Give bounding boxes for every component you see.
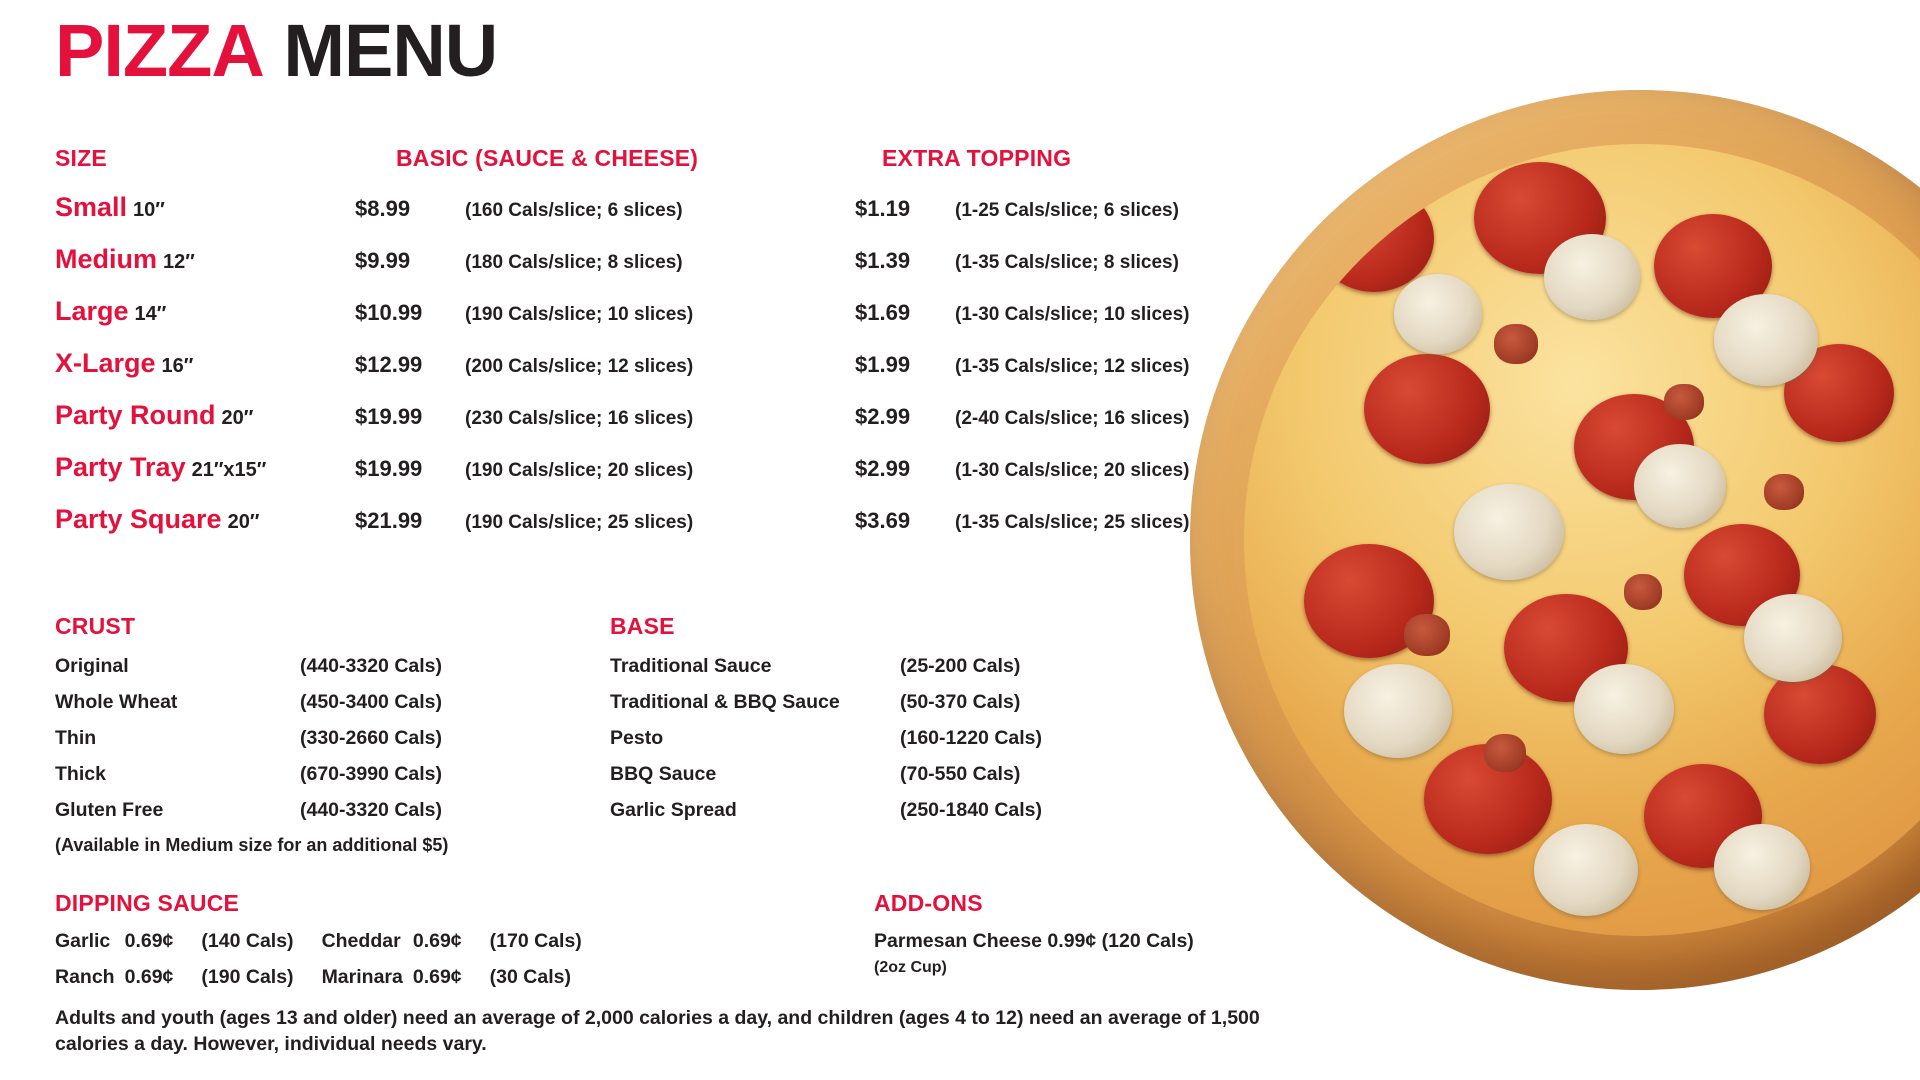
extra-topping-calories: (1-25 Cals/slice; 6 slices) bbox=[955, 200, 1179, 221]
extra-topping-calories: (1-35 Cals/slice; 12 slices) bbox=[955, 356, 1190, 377]
extra-topping-price: $1.99 bbox=[855, 352, 911, 377]
size-dimension: 20″ bbox=[227, 511, 260, 533]
basic-price: $8.99 bbox=[355, 196, 411, 221]
extra-topping-calories: (1-30 Cals/slice; 20 slices) bbox=[955, 460, 1190, 481]
extra-topping-calories: (1-35 Cals/slice; 8 slices) bbox=[955, 252, 1179, 273]
basic-price: $12.99 bbox=[355, 352, 423, 377]
crust-label: Thick bbox=[55, 763, 106, 785]
basic-calories: (190 Cals/slice; 10 slices) bbox=[465, 304, 694, 325]
crust-calories: (440-3320 Cals) bbox=[300, 655, 443, 677]
size-dimension: 10″ bbox=[133, 199, 165, 221]
header-extra-topping: EXTRA TOPPING bbox=[882, 145, 1072, 171]
size-label: Medium bbox=[55, 244, 158, 274]
header-size: SIZE bbox=[55, 145, 107, 171]
dipping-name-2: Cheddar bbox=[321, 930, 401, 952]
base-label: Pesto bbox=[610, 727, 664, 749]
basic-calories: (200 Cals/slice; 12 slices) bbox=[465, 356, 694, 377]
size-dimension: 21″x15″ bbox=[191, 459, 267, 481]
crust-item bbox=[55, 763, 448, 786]
size-row bbox=[55, 296, 1285, 348]
dipping-price: 0.69¢ bbox=[124, 966, 174, 988]
crust-calories: (450-3400 Cals) bbox=[300, 691, 443, 713]
size-dimension: 14″ bbox=[134, 303, 167, 325]
crust-item bbox=[55, 691, 448, 714]
size-row bbox=[55, 348, 1285, 400]
size-name bbox=[55, 244, 355, 296]
base-calories: (70-550 Cals) bbox=[900, 763, 1021, 785]
size-dimension: 20″ bbox=[221, 407, 254, 429]
basic-calories: (160 Cals/slice; 6 slices) bbox=[465, 200, 683, 221]
size-name bbox=[55, 192, 355, 244]
basic-price: $21.99 bbox=[355, 508, 423, 533]
dipping-price-2: 0.69¢ bbox=[412, 966, 462, 988]
crust-item bbox=[55, 655, 448, 678]
crust-list bbox=[55, 655, 448, 856]
basic-calories: (190 Cals/slice; 20 slices) bbox=[465, 460, 694, 481]
dipping-sauce-row bbox=[55, 930, 582, 966]
crust-calories: (330-2660 Cals) bbox=[300, 727, 443, 749]
crust-label: Thin bbox=[55, 727, 97, 749]
base-label: Garlic Spread bbox=[610, 799, 737, 821]
dipping-price: 0.69¢ bbox=[124, 930, 174, 952]
base-list bbox=[610, 655, 1042, 835]
extra-topping-price: $3.69 bbox=[855, 508, 911, 533]
basic-price: $19.99 bbox=[355, 404, 423, 429]
base-label: BBQ Sauce bbox=[610, 763, 717, 785]
dipping-name: Garlic bbox=[55, 930, 111, 952]
extra-topping-price: $1.39 bbox=[855, 248, 911, 273]
crust-label: Whole Wheat bbox=[55, 691, 178, 713]
dipping-calories-2: (30 Cals) bbox=[489, 966, 571, 988]
dipping-calories-2: (170 Cals) bbox=[489, 930, 582, 952]
extra-topping-calories: (1-30 Cals/slice; 10 slices) bbox=[955, 304, 1190, 325]
base-item bbox=[610, 799, 1042, 822]
base-item bbox=[610, 691, 1042, 714]
extra-topping-price: $1.69 bbox=[855, 300, 911, 325]
dipping-calories: (190 Cals) bbox=[201, 966, 294, 988]
size-name bbox=[55, 296, 355, 348]
size-row bbox=[55, 400, 1285, 452]
dipping-sauce-table bbox=[55, 930, 582, 1002]
basic-price: $9.99 bbox=[355, 248, 411, 273]
header-crust: CRUST bbox=[55, 613, 136, 639]
dipping-calories: (140 Cals) bbox=[201, 930, 294, 952]
dipping-name: Ranch bbox=[55, 966, 115, 988]
base-item bbox=[610, 655, 1042, 678]
crust-calories: (440-3320 Cals) bbox=[300, 799, 443, 821]
basic-calories: (190 Cals/slice; 25 slices) bbox=[465, 512, 694, 533]
size-name bbox=[55, 452, 355, 504]
size-label: Party Tray bbox=[55, 452, 186, 482]
size-label: Large bbox=[55, 296, 129, 326]
dipping-price-2: 0.69¢ bbox=[412, 930, 462, 952]
base-label: Traditional Sauce bbox=[610, 655, 772, 677]
base-calories: (50-370 Cals) bbox=[900, 691, 1021, 713]
dipping-sauce-row bbox=[55, 966, 582, 1002]
basic-price: $19.99 bbox=[355, 456, 423, 481]
extra-topping-calories: (1-35 Cals/slice; 25 slices) bbox=[955, 512, 1190, 533]
crust-note: (Available in Medium size for an additional $5) bbox=[55, 835, 449, 855]
header-basic: BASIC (SAUCE & CHEESE) bbox=[396, 145, 699, 171]
addon-parmesan-note: (2oz Cup) bbox=[874, 959, 947, 976]
size-name bbox=[55, 400, 355, 452]
base-item bbox=[610, 763, 1042, 786]
title-word-menu: MENU bbox=[283, 9, 498, 92]
size-name bbox=[55, 504, 355, 556]
size-label: Party Round bbox=[55, 400, 216, 430]
size-row bbox=[55, 452, 1285, 504]
base-label: Traditional & BBQ Sauce bbox=[610, 691, 840, 713]
size-row bbox=[55, 192, 1285, 244]
size-dimension: 12″ bbox=[163, 251, 195, 273]
size-row bbox=[55, 244, 1285, 296]
size-name bbox=[55, 348, 355, 400]
size-label: Party Square bbox=[55, 504, 222, 534]
addon-parmesan-cheese: Parmesan Cheese 0.99¢ (120 Cals) bbox=[874, 930, 1194, 952]
size-label: X-Large bbox=[55, 348, 156, 378]
pizza-photo bbox=[1190, 90, 1920, 990]
crust-label: Original bbox=[55, 655, 129, 677]
size-row bbox=[55, 504, 1285, 556]
basic-calories: (230 Cals/slice; 16 slices) bbox=[465, 408, 694, 429]
dipping-name-2: Marinara bbox=[321, 966, 403, 988]
size-dimension: 16″ bbox=[161, 355, 194, 377]
header-dipping-sauce: DIPPING SAUCE bbox=[55, 890, 240, 916]
calorie-disclaimer: Adults and youth (ages 13 and older) need an average of 2,000 calories a day, and children (ages 4 to 12) need an average of 1,500 calories a day. However, individual needs vary. bbox=[55, 1007, 1260, 1056]
base-calories: (160-1220 Cals) bbox=[900, 727, 1043, 749]
addons-block bbox=[874, 930, 1194, 977]
base-item bbox=[610, 727, 1042, 750]
crust-item bbox=[55, 727, 448, 750]
extra-topping-price: $2.99 bbox=[855, 456, 911, 481]
header-base: BASE bbox=[610, 613, 675, 639]
base-calories: (250-1840 Cals) bbox=[900, 799, 1043, 821]
title-word-pizza: PIZZA bbox=[55, 9, 264, 92]
size-price-table bbox=[55, 192, 1285, 556]
header-addons: ADD-ONS bbox=[874, 890, 983, 916]
basic-calories: (180 Cals/slice; 8 slices) bbox=[465, 252, 683, 273]
extra-topping-price: $1.19 bbox=[855, 196, 911, 221]
crust-item bbox=[55, 799, 448, 822]
crust-calories: (670-3990 Cals) bbox=[300, 763, 443, 785]
basic-price: $10.99 bbox=[355, 300, 423, 325]
base-calories: (25-200 Cals) bbox=[900, 655, 1021, 677]
page-title bbox=[55, 8, 497, 93]
crust-label: Gluten Free bbox=[55, 799, 164, 821]
size-label: Small bbox=[55, 192, 128, 222]
extra-topping-calories: (2-40 Cals/slice; 16 slices) bbox=[955, 408, 1190, 429]
extra-topping-price: $2.99 bbox=[855, 404, 911, 429]
